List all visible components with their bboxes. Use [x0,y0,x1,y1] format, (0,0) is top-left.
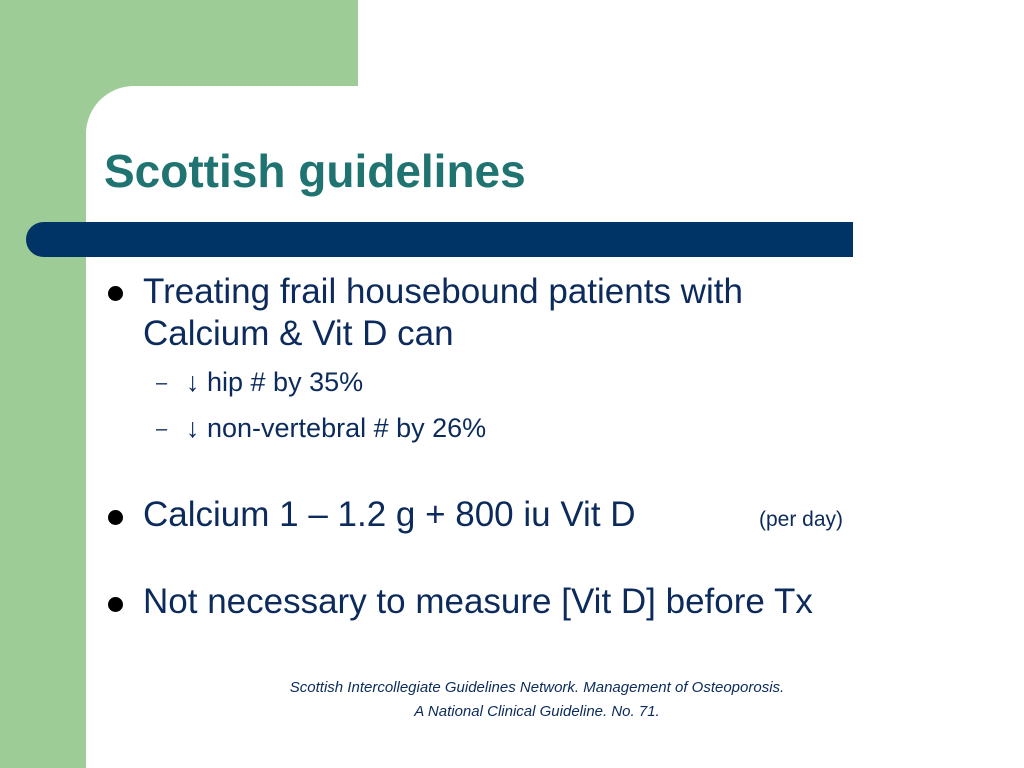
sub-bullet-dash: – [156,372,168,394]
bullet-1-line-2: Calcium & Vit D can [143,314,454,353]
bullet-2-text: Calcium 1 – 1.2 g + 800 iu Vit D [143,495,636,534]
bullet-2-note: (per day) [759,508,844,531]
bullet-dot [108,597,123,612]
bullet-dot [108,510,123,525]
title-underline-bar [26,222,853,257]
bullet-dot [108,286,123,301]
slide-title: Scottish guidelines [104,145,526,197]
citation-line-1: Scottish Intercollegiate Guidelines Network. Management of Osteoporosis. [289,679,785,696]
bullet-3-text: Not necessary to measure [Vit D] before Tx [143,582,813,621]
citation-line-2: A National Clinical Guideline. No. 71. [414,703,660,720]
sub-bullet-2: ↓ non-vertebral # by 26% [186,413,487,443]
sub-bullet-dash: – [156,418,168,440]
bullet-1-line-1: Treating frail housebound patients with [143,272,743,311]
sub-bullet-1: ↓ hip # by 35% [186,367,364,397]
